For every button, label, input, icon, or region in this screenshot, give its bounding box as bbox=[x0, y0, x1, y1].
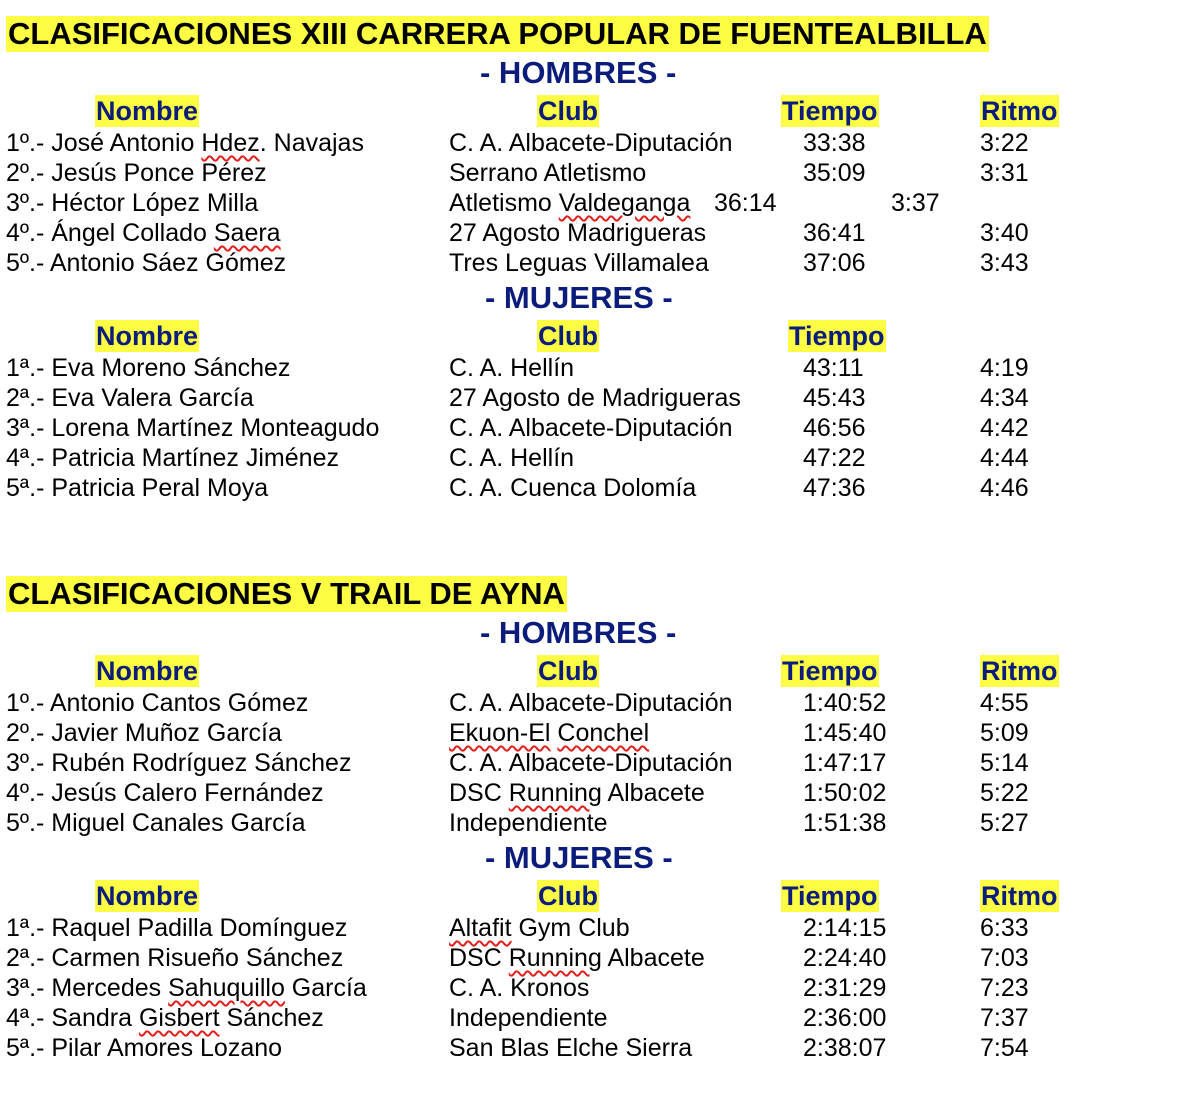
result-name: 5º.- Miguel Canales García bbox=[6, 809, 306, 837]
col-header-name: Nombre bbox=[96, 96, 199, 126]
result-club: Independiente bbox=[449, 1004, 608, 1032]
result-pace: 3:22 bbox=[980, 129, 1029, 157]
result-club: San Blas Elche Sierra bbox=[449, 1034, 693, 1062]
result-club bbox=[449, 718, 649, 748]
result-name: 2º.- Javier Muñoz García bbox=[6, 719, 282, 747]
race-1-women-heading: - MUJERES - bbox=[485, 280, 673, 315]
result-pace: 7:03 bbox=[980, 944, 1029, 972]
club-text: Running bbox=[508, 944, 602, 972]
result-name bbox=[6, 973, 367, 1003]
result-time: 1:40:52 bbox=[803, 689, 887, 717]
result-pace: 6:33 bbox=[980, 914, 1029, 942]
race-2-title: CLASIFICACIONES V TRAIL DE AYNA bbox=[8, 576, 565, 611]
name-text: 1º.- José Antonio bbox=[6, 129, 202, 157]
result-time: 1:45:40 bbox=[803, 719, 887, 747]
result-club: Tres Leguas Villamalea bbox=[449, 249, 709, 277]
result-name: 5ª.- Patricia Peral Moya bbox=[6, 474, 269, 502]
result-club: C. A. Albacete-Diputación bbox=[449, 749, 733, 777]
result-pace: 5:22 bbox=[980, 779, 1029, 807]
result-pace: 4:42 bbox=[980, 414, 1029, 442]
name-text: 4º.- Ángel Collado bbox=[6, 219, 214, 247]
result-name: 1º.- Antonio Cantos Gómez bbox=[6, 689, 309, 717]
result-time: 33:38 bbox=[803, 129, 866, 157]
result-time: 43:11 bbox=[803, 354, 864, 382]
race-2-women-heading: - MUJERES - bbox=[485, 840, 673, 875]
result-name: 2ª.- Eva Valera García bbox=[6, 384, 254, 412]
result-time: 1:50:02 bbox=[803, 779, 887, 807]
result-pace: 3:37 bbox=[891, 189, 940, 217]
result-name: 1ª.- Eva Moreno Sánchez bbox=[6, 354, 291, 382]
result-time: 46:56 bbox=[803, 414, 866, 442]
result-name: 2ª.- Carmen Risueño Sánchez bbox=[6, 944, 344, 972]
result-pace: 7:37 bbox=[980, 1004, 1029, 1032]
result-club: 27 Agosto Madrigueras bbox=[449, 219, 707, 247]
result-name: 3ª.- Lorena Martínez Monteagudo bbox=[6, 414, 380, 442]
col-header-pace: Ritmo bbox=[981, 881, 1058, 911]
result-name bbox=[6, 218, 281, 248]
club-text: Running bbox=[508, 779, 602, 807]
club-text: DSC bbox=[449, 779, 509, 807]
club-text: Conchel bbox=[557, 719, 650, 747]
name-text: 3ª.- Mercedes bbox=[6, 974, 169, 1002]
col-header-time: Tiempo bbox=[789, 321, 885, 351]
result-pace: 4:44 bbox=[980, 444, 1029, 472]
result-club: C. A. Hellín bbox=[449, 354, 575, 382]
result-pace: 3:43 bbox=[980, 249, 1029, 277]
result-pace: 3:31 bbox=[980, 159, 1029, 187]
name-text: Hdez bbox=[201, 129, 260, 157]
col-header-pace: Ritmo bbox=[981, 656, 1058, 686]
result-name: 5º.- Antonio Sáez Gómez bbox=[6, 249, 287, 277]
result-name: 2º.- Jesús Ponce Pérez bbox=[6, 159, 267, 187]
result-name: 5ª.- Pilar Amores Lozano bbox=[6, 1034, 283, 1062]
club-text: Altafit bbox=[449, 914, 512, 942]
club-text: Albacete bbox=[601, 944, 705, 972]
col-header-club: Club bbox=[538, 321, 598, 351]
col-header-pace: Ritmo bbox=[981, 96, 1058, 126]
club-text: Albacete bbox=[601, 779, 705, 807]
club-text: DSC bbox=[449, 944, 509, 972]
result-name: 3º.- Rubén Rodríguez Sánchez bbox=[6, 749, 352, 777]
result-name bbox=[6, 128, 364, 158]
result-name: 4º.- Jesús Calero Fernández bbox=[6, 779, 324, 807]
name-text: Gisbert bbox=[138, 1004, 220, 1032]
result-time: 2:38:07 bbox=[803, 1034, 887, 1062]
result-time: 1:51:38 bbox=[803, 809, 887, 837]
name-text: . Navajas bbox=[259, 129, 364, 157]
result-pace: 5:09 bbox=[980, 719, 1029, 747]
result-pace: 3:40 bbox=[980, 219, 1029, 247]
race-2-men-heading: - HOMBRES - bbox=[480, 615, 677, 650]
result-club bbox=[449, 913, 630, 943]
col-header-time: Tiempo bbox=[782, 96, 878, 126]
result-pace: 4:55 bbox=[980, 689, 1029, 717]
result-club: C. A. Hellín bbox=[449, 444, 575, 472]
col-header-name: Nombre bbox=[96, 881, 199, 911]
col-header-name: Nombre bbox=[96, 656, 199, 686]
result-time: 2:24:40 bbox=[803, 944, 887, 972]
result-pace: 4:19 bbox=[980, 354, 1029, 382]
result-name: 4ª.- Patricia Martínez Jiménez bbox=[6, 444, 339, 472]
name-text: Saera bbox=[213, 219, 281, 247]
result-club: 27 Agosto de Madrigueras bbox=[449, 384, 741, 412]
result-club: Independiente bbox=[449, 809, 608, 837]
result-time: 47:22 bbox=[803, 444, 866, 472]
result-club: C. A. Albacete-Diputación bbox=[449, 129, 733, 157]
club-text: Valdeganga bbox=[558, 189, 691, 217]
result-name: 3º.- Héctor López Milla bbox=[6, 189, 259, 217]
result-club: Serrano Atletismo bbox=[449, 159, 647, 187]
race-1-men-heading: - HOMBRES - bbox=[480, 55, 677, 90]
col-header-club: Club bbox=[538, 96, 598, 126]
name-text: 4ª.- Sandra bbox=[6, 1004, 139, 1032]
result-name bbox=[6, 1003, 324, 1033]
result-time: 2:31:29 bbox=[803, 974, 887, 1002]
result-club bbox=[449, 188, 690, 218]
result-club: C. A. Albacete-Diputación bbox=[449, 689, 733, 717]
result-pace: 7:54 bbox=[980, 1034, 1029, 1062]
result-club: C. A. Kronos bbox=[449, 974, 590, 1002]
result-pace: 4:34 bbox=[980, 384, 1029, 412]
result-club: C. A. Cuenca Dolomía bbox=[449, 474, 697, 502]
name-text: Sahuquillo bbox=[168, 974, 285, 1002]
result-time: 36:14 bbox=[714, 189, 777, 217]
result-time: 2:36:00 bbox=[803, 1004, 887, 1032]
result-club: C. A. Albacete-Diputación bbox=[449, 414, 733, 442]
club-text: Ekuon-El bbox=[449, 719, 551, 747]
col-header-time: Tiempo bbox=[782, 656, 878, 686]
result-time: 2:14:15 bbox=[803, 914, 887, 942]
club-text: Gym Club bbox=[511, 914, 630, 942]
result-time: 1:47:17 bbox=[803, 749, 887, 777]
result-time: 45:43 bbox=[803, 384, 866, 412]
result-club bbox=[449, 778, 705, 808]
col-header-time: Tiempo bbox=[782, 881, 878, 911]
result-time: 37:06 bbox=[803, 249, 866, 277]
result-pace: 4:46 bbox=[980, 474, 1029, 502]
result-time: 35:09 bbox=[803, 159, 866, 187]
result-pace: 5:14 bbox=[980, 749, 1029, 777]
result-name: 1ª.- Raquel Padilla Domínguez bbox=[6, 914, 348, 942]
col-header-club: Club bbox=[538, 656, 598, 686]
result-pace: 7:23 bbox=[980, 974, 1029, 1002]
result-club bbox=[449, 943, 705, 973]
result-time: 36:41 bbox=[803, 219, 866, 247]
result-time: 47:36 bbox=[803, 474, 866, 502]
name-text: García bbox=[284, 974, 367, 1002]
col-header-name: Nombre bbox=[96, 321, 199, 351]
col-header-club: Club bbox=[538, 881, 598, 911]
name-text: Sánchez bbox=[219, 1004, 324, 1032]
result-pace: 5:27 bbox=[980, 809, 1029, 837]
race-1-title: CLASIFICACIONES XIII CARRERA POPULAR DE FUENTEALBILLA bbox=[8, 16, 987, 51]
club-text: Atletismo bbox=[449, 189, 559, 217]
